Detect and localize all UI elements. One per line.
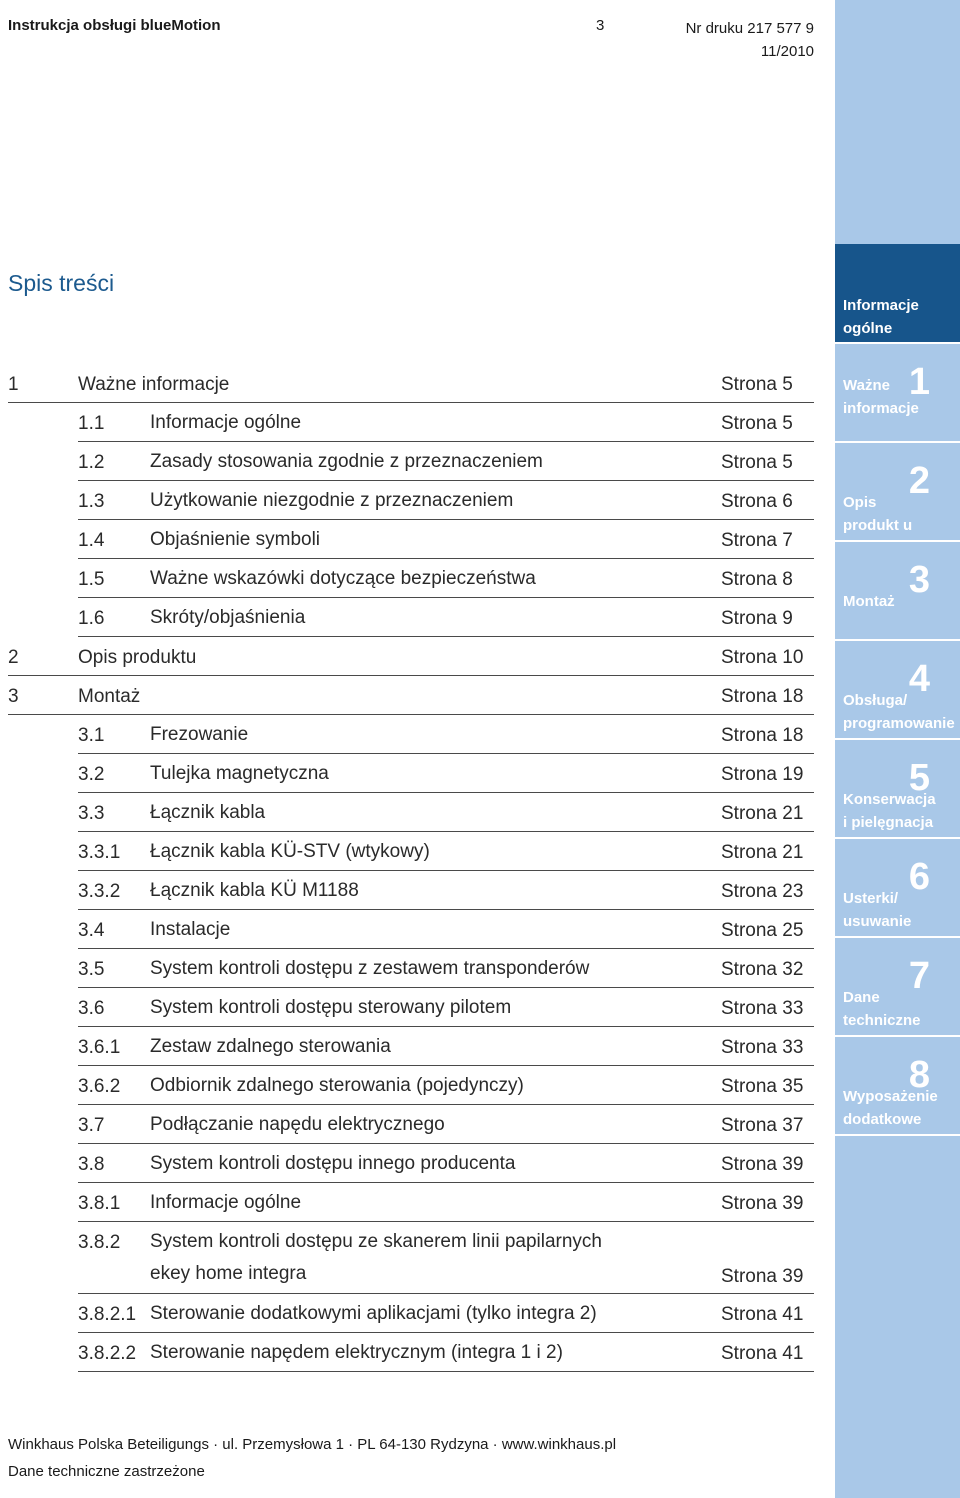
toc-row[interactable]	[78, 403, 814, 442]
sidebar-tab-label: Wyposażenie dodatkowe	[843, 1088, 938, 1128]
sidebar-tab-number: 7	[908, 955, 930, 997]
toc-title	[150, 1226, 602, 1290]
footer-note: Dane techniczne zastrzeżone	[8, 1463, 205, 1480]
manual-title: Instrukcja obsługi blueMotion	[8, 17, 221, 34]
chapter-sidebar	[835, 0, 960, 1498]
toc-title	[150, 875, 359, 907]
sidebar-tab-number: 1	[908, 361, 930, 403]
toc-title-text: Łącznik kabla	[150, 802, 266, 823]
toc-row[interactable]	[78, 715, 814, 754]
toc-page: Strona 41	[721, 1343, 804, 1364]
toc-row[interactable]	[78, 949, 814, 988]
toc-title	[150, 953, 589, 985]
toc-page: Strona 6	[721, 491, 793, 512]
toc-row[interactable]	[78, 793, 814, 832]
toc-title-text: Odbiornik zdalnego sterowania (pojedynczy)	[150, 1075, 524, 1096]
toc-title	[150, 407, 301, 439]
sidebar-tab-number: 2	[908, 460, 930, 502]
toc-page: Strona 18	[721, 686, 804, 707]
sidebar-tab-1[interactable]	[835, 344, 960, 443]
toc-title	[150, 1109, 445, 1141]
toc-row[interactable]	[78, 559, 814, 598]
toc-page: Strona 8	[721, 569, 793, 590]
toc-page: Strona 33	[721, 1037, 804, 1058]
sidebar-tab-label: Ważne informacje	[843, 377, 919, 417]
toc-title-text: Ważne informacje	[78, 374, 230, 395]
toc-title-text: Podłączanie napędu elektrycznego	[150, 1114, 445, 1135]
sidebar-tab-label: Usterki/ usuwanie	[843, 890, 912, 930]
sidebar-tab-6[interactable]	[835, 839, 960, 938]
toc-title	[150, 719, 248, 751]
toc-page: Strona 32	[721, 959, 804, 980]
toc-row[interactable]	[78, 1294, 814, 1333]
sidebar-tab-general-info[interactable]	[835, 244, 960, 344]
toc-row[interactable]	[78, 1333, 814, 1372]
toc-page: Strona 25	[721, 920, 804, 941]
toc-page: Strona 21	[721, 803, 804, 824]
toc-row[interactable]	[78, 1027, 814, 1066]
toc-row[interactable]	[8, 676, 814, 715]
toc-title-text: Łącznik kabla KÜ-STV (wtykowy)	[150, 841, 430, 862]
print-number: Nr druku 217 577 9	[685, 20, 814, 37]
toc-title-text: Informacje ogólne	[150, 412, 302, 433]
toc-title	[150, 836, 430, 868]
toc-page: Strona 39	[721, 1154, 804, 1175]
toc-title-text: Tulejka magnetyczna	[150, 763, 329, 784]
toc-number: 1.2	[78, 452, 105, 473]
toc-row[interactable]	[78, 481, 814, 520]
toc-row[interactable]	[78, 754, 814, 793]
toc-row[interactable]	[78, 1105, 814, 1144]
toc-row[interactable]	[78, 832, 814, 871]
toc-title	[78, 647, 196, 669]
sidebar-tab-7[interactable]	[835, 938, 960, 1037]
toc-number: 3.6.2	[78, 1076, 121, 1097]
toc-row[interactable]	[8, 364, 814, 403]
toc-number: 3.1	[78, 725, 105, 746]
toc-row[interactable]	[78, 1066, 814, 1105]
toc-number: 3.6	[78, 998, 105, 1019]
sidebar-tab-number: 8	[908, 1054, 930, 1096]
sidebar-active-label	[843, 294, 919, 340]
toc-row[interactable]	[78, 598, 814, 637]
toc-number: 3.2	[78, 764, 105, 785]
toc-page: Strona 5	[721, 413, 793, 434]
toc-number: 3.6.1	[78, 1037, 121, 1058]
toc-row[interactable]	[78, 988, 814, 1027]
toc-row[interactable]	[78, 442, 814, 481]
toc-row[interactable]	[78, 520, 814, 559]
toc-row[interactable]	[8, 637, 814, 676]
sidebar-active-label-line2: ogólne	[843, 320, 893, 337]
toc-number: 3.8.2.1	[78, 1304, 137, 1325]
toc-title	[150, 446, 543, 478]
toc-number: 1.3	[78, 491, 105, 512]
toc-title-text: System kontroli dostępu sterowany pilotem	[150, 997, 512, 1018]
toc-page: Strona 35	[721, 1076, 804, 1097]
toc-title	[78, 686, 140, 708]
sidebar-tab-number: 4	[908, 658, 930, 700]
toc-title-text: System kontroli dostępu ze skanerem linii papilarnych	[150, 1231, 602, 1252]
toc-number: 3	[8, 686, 19, 707]
toc-row[interactable]	[78, 871, 814, 910]
footer-address: Winkhaus Polska Beteiligungs · ul. Przemysłowa 1 · PL 64-130 Rydzyna · www.winkhaus.pl	[8, 1436, 617, 1453]
toc-row[interactable]	[78, 1222, 814, 1294]
toc-title-text: Łącznik kabla KÜ M1188	[150, 880, 359, 901]
toc-number: 1.4	[78, 530, 105, 551]
sidebar-active-label-line1: Informacje	[843, 297, 919, 314]
toc-row[interactable]	[78, 1183, 814, 1222]
sidebar-tab-number: 5	[908, 757, 930, 799]
toc-title	[150, 602, 305, 634]
sidebar-tab-2[interactable]	[835, 443, 960, 542]
toc-page: Strona 41	[721, 1304, 804, 1325]
toc-number: 3.5	[78, 959, 105, 980]
toc-number: 3.3	[78, 803, 105, 824]
toc-title-text-line2: ekey home integra	[150, 1263, 307, 1284]
toc-number: 3.8.2.2	[78, 1343, 137, 1364]
toc-title	[150, 1298, 597, 1330]
table-of-contents	[8, 364, 814, 1372]
toc-title-text: Sterowanie dodatkowymi aplikacjami (tylko integra 2)	[150, 1303, 597, 1324]
toc-number: 3.4	[78, 920, 105, 941]
toc-page: Strona 10	[721, 647, 804, 668]
toc-title-text: Zestaw zdalnego sterowania	[150, 1036, 391, 1057]
sidebar-tab-3[interactable]	[835, 542, 960, 641]
toc-row[interactable]	[78, 910, 814, 949]
toc-title	[150, 758, 329, 790]
toc-title	[150, 797, 265, 829]
toc-page: Strona 18	[721, 725, 804, 746]
toc-row[interactable]	[78, 1144, 814, 1183]
toc-title-text: Objaśnienie symboli	[150, 529, 321, 550]
toc-title-text: System kontroli dostępu z zestawem transponderów	[150, 958, 590, 979]
toc-title-text: System kontroli dostępu innego producenta	[150, 1153, 516, 1174]
sidebar-tab-label: Montaż	[843, 593, 895, 610]
toc-page: Strona 33	[721, 998, 804, 1019]
toc-title	[150, 1337, 563, 1369]
print-info	[670, 17, 814, 63]
toc-number: 1.6	[78, 608, 105, 629]
toc-title	[150, 524, 320, 556]
sidebar-tab-5[interactable]	[835, 740, 960, 839]
toc-page: Strona 21	[721, 842, 804, 863]
toc-title-text: Informacje ogólne	[150, 1192, 302, 1213]
toc-title-text: Ważne wskazówki dotyczące bezpieczeństwa	[150, 568, 536, 589]
toc-title-text: Frezowanie	[150, 724, 249, 745]
toc-title-text: Sterowanie napędem elektrycznym (integra 1 i 2)	[150, 1342, 563, 1363]
sidebar-tab-number: 3	[908, 559, 930, 601]
toc-title	[150, 1187, 301, 1219]
toc-number: 2	[8, 647, 19, 668]
toc-title	[150, 485, 513, 517]
toc-title	[150, 563, 536, 595]
toc-title	[150, 914, 230, 946]
toc-page: Strona 5	[721, 452, 793, 473]
toc-page: Strona 9	[721, 608, 793, 629]
toc-title-text: Skróty/objaśnienia	[150, 607, 306, 628]
toc-number: 3.8	[78, 1154, 105, 1175]
toc-title-text: Instalacje	[150, 919, 231, 940]
toc-title	[150, 1070, 524, 1102]
toc-page: Strona 5	[721, 374, 793, 395]
sidebar-tab-label: Obsługa/ programowanie	[843, 692, 955, 732]
sidebar-tab-number: 6	[908, 856, 930, 898]
toc-page: Strona 19	[721, 764, 804, 785]
toc-number: 3.3.2	[78, 881, 121, 902]
sidebar-tab-label: Konserwacja i pielęgnacja	[843, 791, 936, 831]
sidebar-top-spacer	[835, 0, 960, 244]
toc-number: 1.1	[78, 413, 105, 434]
toc-page: Strona 39	[721, 1193, 804, 1214]
toc-page: Strona 39	[721, 1266, 804, 1287]
toc-page: Strona 7	[721, 530, 793, 551]
toc-title	[150, 992, 511, 1024]
toc-title	[150, 1031, 391, 1063]
sidebar-tab-4[interactable]	[835, 641, 960, 740]
toc-title	[78, 374, 229, 396]
sidebar-tab-8[interactable]	[835, 1037, 960, 1136]
toc-page: Strona 23	[721, 881, 804, 902]
page-number: 3	[596, 17, 605, 34]
toc-page: Strona 37	[721, 1115, 804, 1136]
toc-number: 3.3.1	[78, 842, 121, 863]
toc-number: 1.5	[78, 569, 105, 590]
toc-title-text: Użytkowanie niezgodnie z przeznaczeniem	[150, 490, 514, 511]
toc-title-text: Zasady stosowania zgodnie z przeznaczeniem	[150, 451, 543, 472]
toc-title-text: Montaż	[78, 686, 141, 707]
sidebar-tab-label: Dane techniczne	[843, 989, 921, 1029]
print-date: 11/2010	[760, 43, 814, 60]
toc-number: 3.8.1	[78, 1193, 121, 1214]
toc-number: 1	[8, 374, 19, 395]
toc-title	[150, 1148, 515, 1180]
toc-number: 3.8.2	[78, 1232, 121, 1253]
toc-title-text: Opis produktu	[78, 647, 197, 668]
page-title: Spis treści	[8, 270, 115, 296]
sidebar-tab-label: Opis produkt u	[843, 494, 913, 534]
toc-number: 3.7	[78, 1115, 105, 1136]
